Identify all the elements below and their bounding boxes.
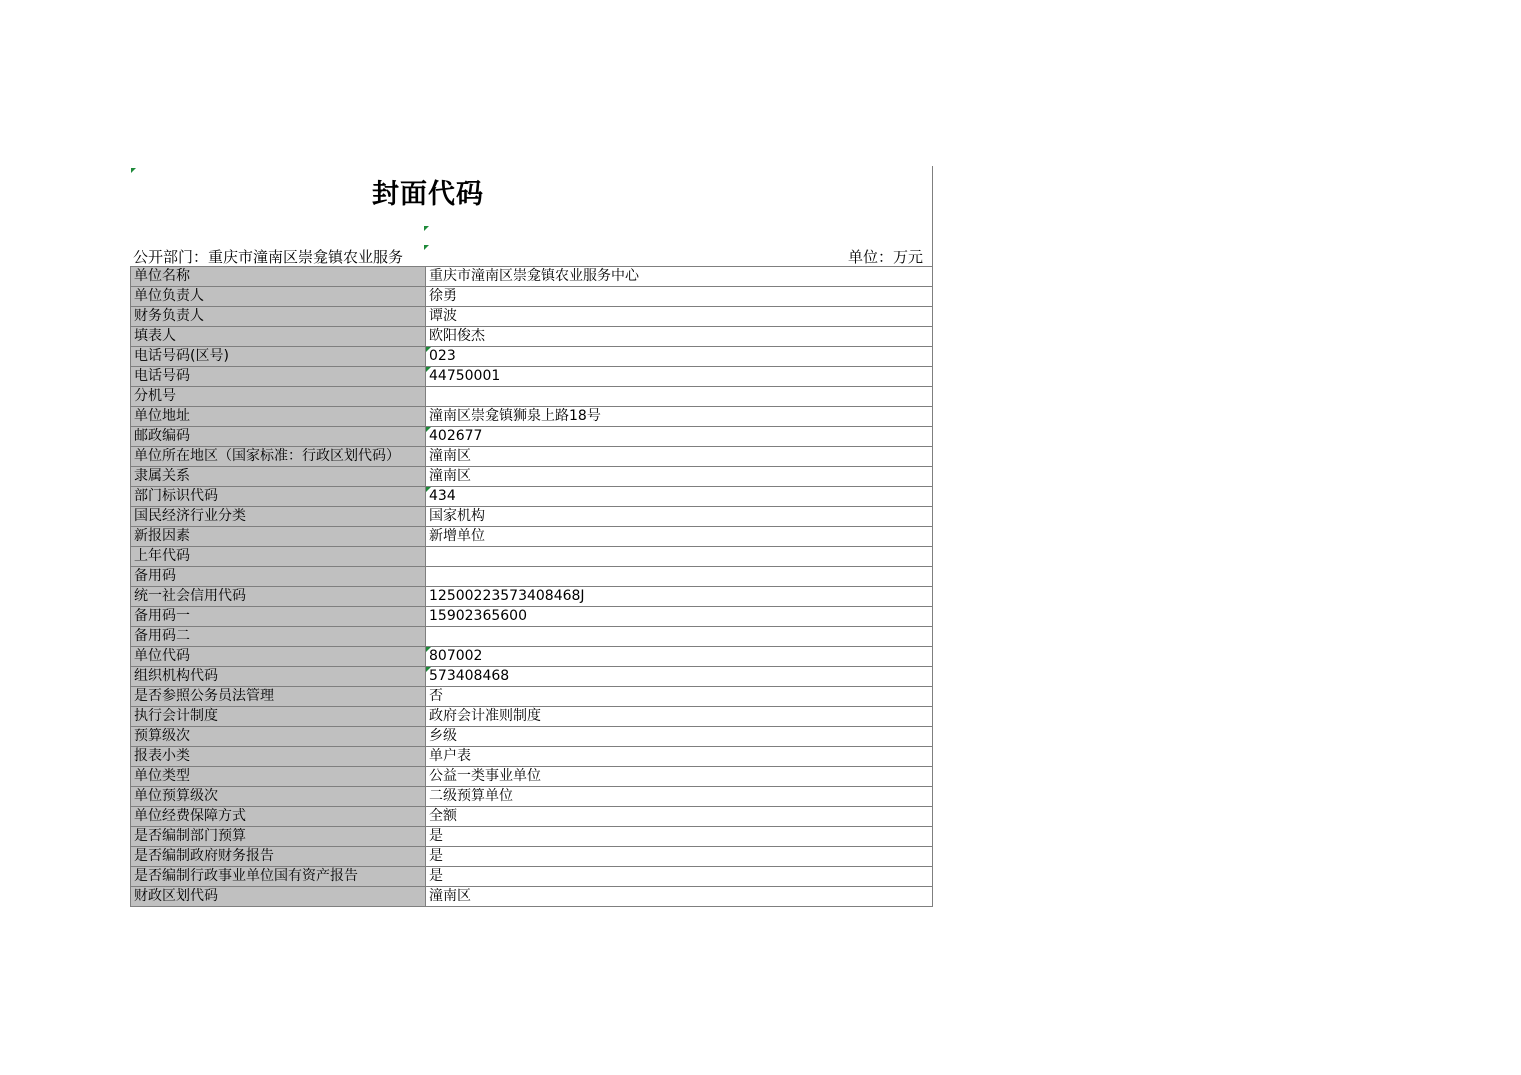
field-value[interactable]: 434: [426, 487, 933, 507]
table-row: [131, 547, 933, 567]
table-row: [131, 267, 933, 287]
table-row: [131, 587, 933, 607]
field-label: 执行会计制度: [131, 707, 426, 727]
table-row: [131, 787, 933, 807]
table-row: [131, 467, 933, 487]
page-title: 封面代码: [372, 179, 484, 210]
table-row: [131, 387, 933, 407]
field-label: 报表小类: [131, 747, 426, 767]
field-value[interactable]: [426, 567, 933, 587]
field-value[interactable]: 023: [426, 347, 933, 367]
field-label: 财务负责人: [131, 307, 426, 327]
table-row: [131, 567, 933, 587]
field-value[interactable]: [426, 547, 933, 567]
field-value[interactable]: 欧阳俊杰: [426, 327, 933, 347]
field-value[interactable]: 573408468: [426, 667, 933, 687]
field-value[interactable]: 单户表: [426, 747, 933, 767]
table-row: [131, 527, 933, 547]
cell-comment-marker: [424, 245, 429, 250]
table-row: [131, 627, 933, 647]
field-value[interactable]: 政府会计准则制度: [426, 707, 933, 727]
field-value[interactable]: 新增单位: [426, 527, 933, 547]
field-label: 统一社会信用代码: [131, 587, 426, 607]
table-row: [131, 647, 933, 667]
table-row: [131, 367, 933, 387]
unit-label: 单位：万元: [848, 248, 924, 266]
field-value[interactable]: 潼南区: [426, 447, 933, 467]
field-label: 单位所在地区（国家标准：行政区划代码）: [131, 447, 426, 467]
field-label: 备用码二: [131, 627, 426, 647]
field-value[interactable]: 徐勇: [426, 287, 933, 307]
sheet-border: [932, 166, 933, 266]
field-value[interactable]: 否: [426, 687, 933, 707]
field-label: 邮政编码: [131, 427, 426, 447]
cell-comment-marker: [131, 168, 136, 173]
field-label: 财政区划代码: [131, 887, 426, 907]
field-label: 分机号: [131, 387, 426, 407]
table-row: [131, 447, 933, 467]
table-row: [131, 827, 933, 847]
field-label: 是否编制部门预算: [131, 827, 426, 847]
field-value[interactable]: [426, 387, 933, 407]
table-row: [131, 407, 933, 427]
table-row: [131, 767, 933, 787]
table-row: [131, 327, 933, 347]
field-label: 是否编制政府财务报告: [131, 847, 426, 867]
table-row: [131, 687, 933, 707]
cover-code-table: [130, 266, 933, 907]
field-value[interactable]: 12500223573408468J: [426, 587, 933, 607]
field-label: 是否参照公务员法管理: [131, 687, 426, 707]
field-value[interactable]: 乡级: [426, 727, 933, 747]
field-label: 部门标识代码: [131, 487, 426, 507]
field-value[interactable]: 44750001: [426, 367, 933, 387]
table-row: [131, 507, 933, 527]
table-row: [131, 867, 933, 887]
table-row: [131, 727, 933, 747]
field-value[interactable]: 是: [426, 867, 933, 887]
field-value[interactable]: 谭波: [426, 307, 933, 327]
field-value[interactable]: 807002: [426, 647, 933, 667]
field-label: 填表人: [131, 327, 426, 347]
field-value[interactable]: 潼南区: [426, 467, 933, 487]
table-row: [131, 667, 933, 687]
field-label: 新报因素: [131, 527, 426, 547]
field-value[interactable]: 15902365600: [426, 607, 933, 627]
field-value[interactable]: 是: [426, 847, 933, 867]
table-row: [131, 347, 933, 367]
table-row: [131, 307, 933, 327]
field-value[interactable]: 潼南区崇龛镇狮泉上路18号: [426, 407, 933, 427]
field-label: 隶属关系: [131, 467, 426, 487]
field-label: 组织机构代码: [131, 667, 426, 687]
field-label: 上年代码: [131, 547, 426, 567]
field-label: 单位负责人: [131, 287, 426, 307]
field-label: 国民经济行业分类: [131, 507, 426, 527]
field-value[interactable]: 全额: [426, 807, 933, 827]
field-label: 单位类型: [131, 767, 426, 787]
field-label: 单位经费保障方式: [131, 807, 426, 827]
table-row: [131, 707, 933, 727]
table-row: [131, 887, 933, 907]
field-value[interactable]: 重庆市潼南区崇龛镇农业服务中心: [426, 267, 933, 287]
field-label: 备用码一: [131, 607, 426, 627]
field-label: 预算级次: [131, 727, 426, 747]
field-value[interactable]: 公益一类事业单位: [426, 767, 933, 787]
field-value[interactable]: [426, 627, 933, 647]
field-label: 是否编制行政事业单位国有资产报告: [131, 867, 426, 887]
field-label: 电话号码: [131, 367, 426, 387]
table-row: [131, 847, 933, 867]
field-label: 单位预算级次: [131, 787, 426, 807]
field-value[interactable]: 国家机构: [426, 507, 933, 527]
field-label: 单位名称: [131, 267, 426, 287]
table-row: [131, 487, 933, 507]
table-row: [131, 427, 933, 447]
field-value[interactable]: 潼南区: [426, 887, 933, 907]
table-row: [131, 607, 933, 627]
table-row: [131, 287, 933, 307]
field-label: 电话号码(区号): [131, 347, 426, 367]
department-label: 公开部门：重庆市潼南区崇龛镇农业服务: [133, 248, 404, 266]
field-label: 备用码: [131, 567, 426, 587]
field-value[interactable]: 402677: [426, 427, 933, 447]
table-row: [131, 747, 933, 767]
field-label: 单位地址: [131, 407, 426, 427]
field-value[interactable]: 二级预算单位: [426, 787, 933, 807]
field-value[interactable]: 是: [426, 827, 933, 847]
table-row: [131, 807, 933, 827]
cell-comment-marker: [424, 226, 429, 231]
field-label: 单位代码: [131, 647, 426, 667]
